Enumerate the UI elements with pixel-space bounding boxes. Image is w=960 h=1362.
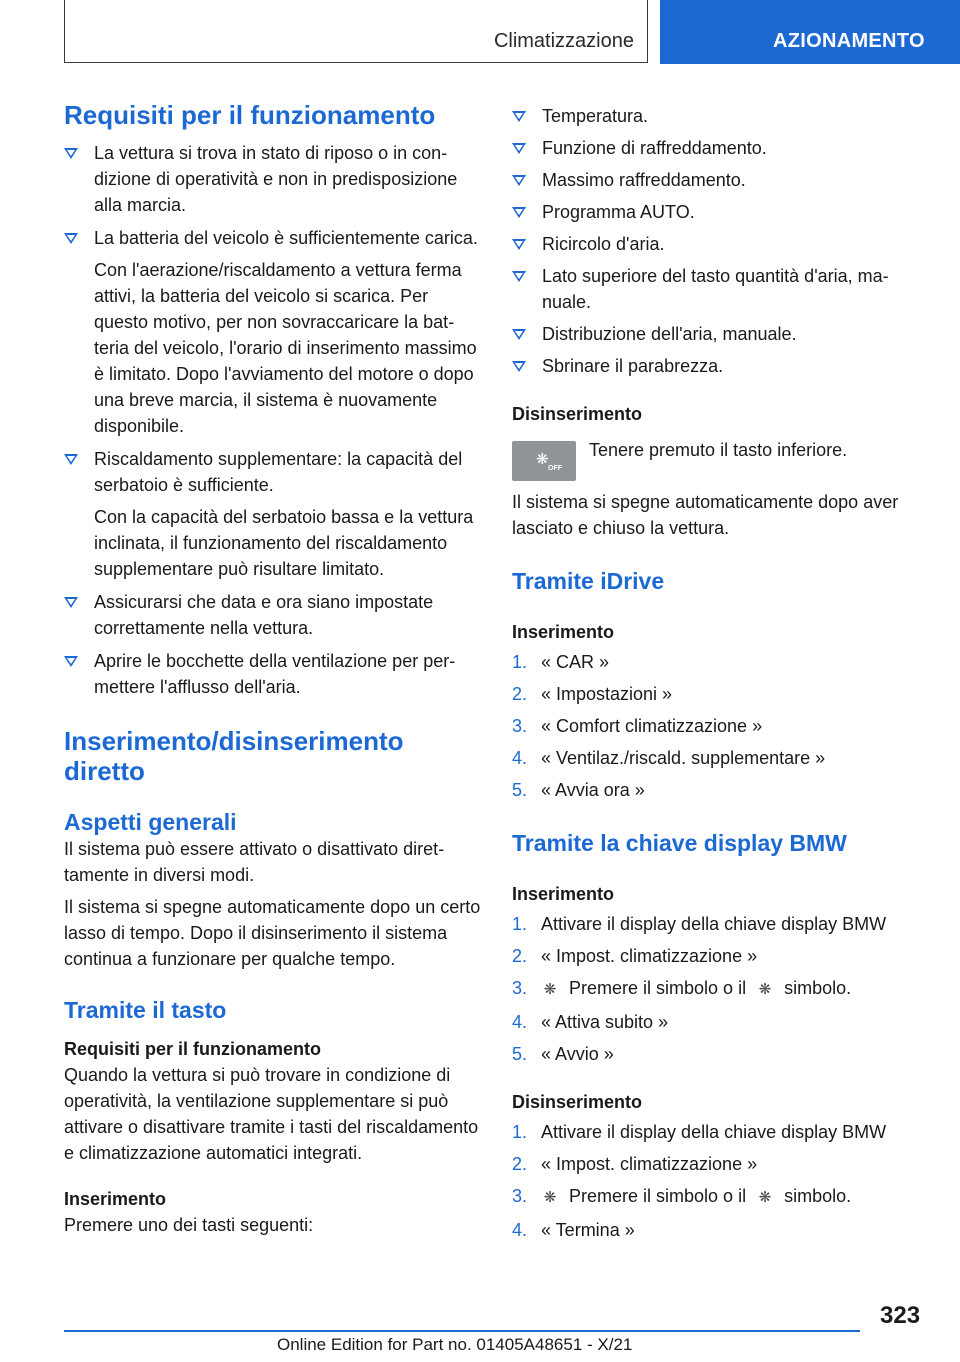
list-item	[512, 777, 926, 803]
step-text: « Ventilaz./riscald. supplementare »	[541, 748, 826, 768]
step-number: 1.	[512, 1122, 528, 1142]
footer-edition: Online Edition for Part no. 01405A48651 - X/21	[277, 1335, 633, 1354]
requirements-list	[64, 140, 482, 700]
list-item-text: Temperatura.	[542, 106, 649, 126]
list-item	[512, 1217, 926, 1243]
subheading-switch-on: Inserimento	[64, 1189, 167, 1209]
list-item-text: Assicurarsi che data e ora siano impostate correttamente nella vettura.	[94, 592, 434, 638]
list-item	[64, 225, 482, 439]
list-item	[512, 975, 926, 1003]
subheading-key-switch-on: Inserimento	[512, 884, 615, 904]
triangle-bullet-icon	[512, 329, 526, 340]
list-item	[64, 140, 482, 218]
triangle-bullet-icon	[64, 597, 78, 608]
list-item	[512, 353, 926, 379]
step-number: 3.	[512, 978, 528, 998]
list-item	[512, 135, 926, 161]
list-item	[512, 649, 926, 675]
footer-divider	[64, 1330, 860, 1332]
right-column	[512, 100, 926, 1243]
list-item	[512, 1183, 926, 1211]
step-number: 5.	[512, 1044, 528, 1064]
heading-direct-switching: Inserimento/disinserimento diretto	[64, 726, 404, 786]
list-item	[512, 263, 926, 315]
list-item-text: Aprire le bocchette della ventilazione per permettere l'afflusso dell'aria.	[94, 651, 456, 697]
list-item	[512, 745, 926, 771]
triangle-bullet-icon	[512, 143, 526, 154]
button-requirements-text: Quando la vettura si può trovare in condizione di operatività, la ventilazione supplementare si può attivare o disattivare tramite i tasti del riscaldamento e climatizzazione automatici integrati.	[64, 1065, 479, 1163]
list-item	[512, 199, 926, 225]
fan-icon: ❋	[536, 451, 549, 468]
step-text: « Termina »	[541, 1220, 635, 1240]
header-chapter-tab	[660, 0, 960, 64]
step-number: 4.	[512, 1012, 528, 1032]
step-number: 3.	[512, 1186, 528, 1206]
list-item-note: Con l'aerazione/riscaldamento a vettura ferma attivi, la batteria del veicolo si scarica. Per questo motivo, per non sovraccaricare la batteria del veicolo, l'orario di inserimento massimo è limitato. Dopo l'avviamento del motore o dopo una breve marcia, il sistema è nuovamente disponibile.	[94, 260, 477, 436]
step-text: Attivare il display della chiave display BMW	[541, 1122, 887, 1142]
left-column	[64, 100, 482, 1238]
list-item-text: Funzione di raffreddamento.	[542, 138, 767, 158]
list-item	[512, 1151, 926, 1177]
list-item-text: Sbrinare il parabrezza.	[542, 356, 724, 376]
step-text: Attivare il display della chiave display BMW	[541, 914, 887, 934]
list-item-text: La batteria del veicolo è sufficientemente carica.	[94, 228, 478, 248]
step-number: 1.	[512, 914, 528, 934]
step-number: 4.	[512, 748, 528, 768]
header-chapter-title: AZIONAMENTO	[773, 30, 925, 52]
fan-icon: ❋	[543, 1189, 557, 1206]
step-number: 2.	[512, 684, 528, 704]
subheading-switch-off: Disinserimento	[512, 404, 643, 424]
heading-via-display-key: Tramite la chiave display BMW	[512, 830, 847, 856]
list-item-text: Ricircolo d'aria.	[542, 234, 665, 254]
step-text: « Avvio »	[541, 1044, 614, 1064]
list-item-text: Programma AUTO.	[542, 202, 695, 222]
heading-requirements: Requisiti per il funzionamento	[64, 100, 436, 130]
subheading-key-switch-off: Disinserimento	[512, 1092, 643, 1112]
step-number: 2.	[512, 1154, 528, 1174]
list-item	[512, 1041, 926, 1067]
display-key-on-steps	[512, 911, 926, 1067]
step-text: « Impost. climatizzazione »	[541, 1154, 758, 1174]
fan-icon: ❋	[758, 1189, 772, 1206]
triangle-bullet-icon	[512, 175, 526, 186]
list-item-note: Con la capacità del serbatoio bassa e la vettura inclinata, il funzionamento del riscaldamento supplementare può risultare limitato.	[94, 507, 474, 579]
step-text: simbolo.	[784, 978, 852, 998]
switch-on-text: Premere uno dei tasti seguenti:	[64, 1215, 314, 1235]
step-text: Premere il simbolo o il	[569, 1186, 747, 1206]
list-item	[512, 713, 926, 739]
step-text: « CAR »	[541, 652, 610, 672]
step-text: « Avvia ora »	[541, 780, 645, 800]
fan-icon: ❋	[758, 981, 772, 998]
list-item	[512, 1009, 926, 1035]
list-item	[512, 103, 926, 129]
triangle-bullet-icon	[512, 361, 526, 372]
list-item	[512, 231, 926, 257]
heading-general: Aspetti generali	[64, 809, 237, 835]
triangle-bullet-icon	[64, 148, 78, 159]
page-number: 323	[880, 1302, 921, 1329]
list-item	[512, 1119, 926, 1145]
off-key-text: Tenere premuto il tasto inferiore.	[589, 440, 848, 460]
triangle-bullet-icon	[512, 239, 526, 250]
off-key-row	[512, 437, 926, 485]
general-paragraph-2: Il sistema si spegne automaticamente dopo un certo lasso di tempo. Dopo il disinserimento il sistema continua a funzionare per qualche tempo.	[64, 897, 481, 969]
list-item	[512, 167, 926, 193]
triangle-bullet-icon	[512, 207, 526, 218]
list-item	[64, 648, 482, 700]
triangle-bullet-icon	[512, 271, 526, 282]
step-number: 5.	[512, 780, 528, 800]
list-item-text: La vettura si trova in stato di riposo o in condizione di operatività e non in predisposizione alla marcia.	[94, 143, 458, 215]
fan-icon: ❋	[543, 981, 557, 998]
display-key-off-steps	[512, 1119, 926, 1243]
triangle-bullet-icon	[64, 454, 78, 465]
step-number: 3.	[512, 716, 528, 736]
list-item-text: Lato superiore del tasto quantità d'aria, manuale.	[542, 266, 889, 312]
list-item	[64, 589, 482, 641]
fan-off-button-icon	[512, 441, 576, 481]
auto-off-text: Il sistema si spegne automaticamente dopo aver lasciato e chiuso la vettura.	[512, 492, 899, 538]
step-number: 2.	[512, 946, 528, 966]
triangle-bullet-icon	[512, 111, 526, 122]
general-paragraph-1: Il sistema può essere attivato o disattivato direttamente in diversi modi.	[64, 839, 445, 885]
triangle-bullet-icon	[64, 233, 78, 244]
list-item-text: Massimo raffreddamento.	[542, 170, 746, 190]
triangle-bullet-icon	[64, 656, 78, 667]
buttons-list	[512, 103, 926, 379]
step-text: « Comfort climatizzazione »	[541, 716, 763, 736]
step-text: « Attiva subito »	[541, 1012, 669, 1032]
header-section-title: Climatizzazione	[493, 30, 634, 52]
list-item	[512, 681, 926, 707]
step-number: 4.	[512, 1220, 528, 1240]
idrive-steps	[512, 649, 926, 803]
list-item	[512, 321, 926, 347]
heading-via-button: Tramite il tasto	[64, 997, 227, 1023]
off-badge: OFF	[548, 465, 562, 472]
step-text: « Impostazioni »	[541, 684, 673, 704]
list-item	[512, 911, 926, 937]
list-item-text: Distribuzione dell'aria, manuale.	[542, 324, 797, 344]
step-text: « Impost. climatizzazione »	[541, 946, 758, 966]
step-text: simbolo.	[784, 1186, 852, 1206]
list-item-text: Riscaldamento supplementare: la capacità del serbatoio è sufficiente.	[94, 449, 463, 495]
list-item	[512, 943, 926, 969]
heading-via-idrive: Tramite iDrive	[512, 568, 665, 594]
list-item	[64, 446, 482, 582]
subheading-idrive-switch-on: Inserimento	[512, 622, 615, 642]
header-section-box	[64, 0, 648, 63]
subheading-button-requirements: Requisiti per il funzionamento	[64, 1039, 322, 1059]
step-text: Premere il simbolo o il	[569, 978, 747, 998]
step-number: 1.	[512, 652, 528, 672]
